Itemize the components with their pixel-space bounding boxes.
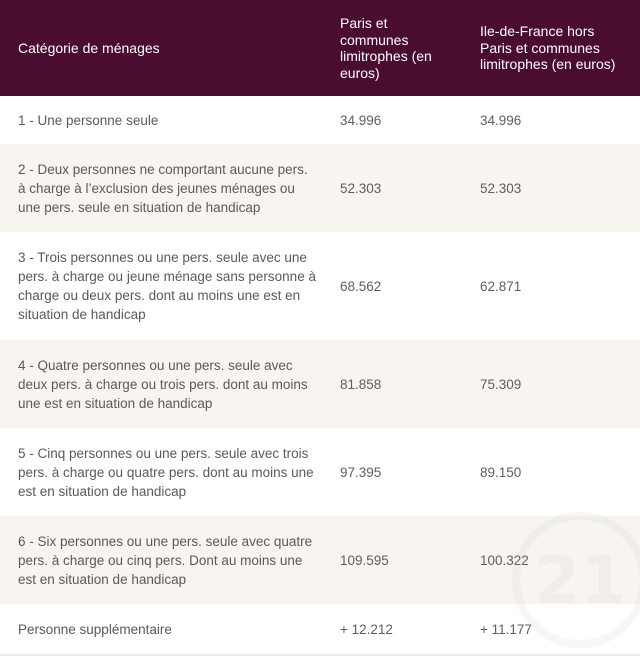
household-category-cell: 3 - Trois personnes ou une pers. seule avec une pers. à charge ou jeune ménage sans personne à charge ou deux pers. dont au moins une est en situation de handicap bbox=[18, 250, 316, 322]
paris-ceiling-cell: 34.996 bbox=[340, 112, 382, 128]
idf-ceiling-cell: + 11.177 bbox=[480, 621, 532, 637]
table-row bbox=[0, 516, 640, 604]
idf-ceiling-cell: 52.303 bbox=[480, 180, 522, 196]
idf-ceiling-cell: 89.150 bbox=[480, 464, 522, 480]
idf-ceiling-cell: 62.871 bbox=[480, 278, 522, 294]
table-row bbox=[0, 340, 640, 428]
paris-ceiling-cell: 52.303 bbox=[340, 180, 382, 196]
idf-ceiling-cell: 75.309 bbox=[480, 376, 522, 392]
household-category-cell: 4 - Quatre personnes ou une pers. seule avec deux pers. à charge ou trois pers. dont au moins une est en situation de handicap bbox=[18, 357, 308, 411]
household-category-cell: Personne supplémentaire bbox=[18, 621, 172, 637]
paris-ceiling-cell: 109.595 bbox=[340, 552, 389, 568]
table-row bbox=[0, 604, 640, 654]
table-row bbox=[0, 428, 640, 516]
table-row bbox=[0, 232, 640, 340]
idf-ceiling-header: Ile-de-France hors Paris et communes limitrophes (en euros) bbox=[480, 23, 616, 73]
household-category-cell: 6 - Six personnes ou une pers. seule avec quatre pers. à charge ou cinq pers. Dont au moins une est en situation de handicap bbox=[18, 533, 313, 587]
table-header-row bbox=[0, 0, 640, 96]
idf-ceiling-cell: 100.322 bbox=[480, 552, 529, 568]
household-category-cell: 1 - Une personne seule bbox=[18, 112, 159, 128]
table-row bbox=[0, 144, 640, 232]
paris-ceiling-cell: + 12.212 bbox=[340, 621, 393, 637]
paris-ceiling-header: Paris et communes limitrophes (en euros) bbox=[340, 15, 432, 81]
paris-ceiling-cell: 81.858 bbox=[340, 376, 382, 392]
paris-ceiling-cell: 97.395 bbox=[340, 464, 382, 480]
idf-ceiling-cell: 34.996 bbox=[480, 112, 522, 128]
table-row bbox=[0, 96, 640, 144]
household-category-cell: 5 - Cinq personnes ou une pers. seule avec trois pers. à charge ou quatre pers. dont au moins une est en situation de handicap bbox=[18, 445, 314, 499]
paris-ceiling-cell: 68.562 bbox=[340, 278, 382, 294]
household-category-header: Catégorie de ménages bbox=[18, 39, 160, 56]
household-category-cell: 2 - Deux personnes ne comportant aucune pers. à charge à l’exclusion des jeunes ménages ou une pers. seule en situation de handicap bbox=[18, 161, 308, 215]
